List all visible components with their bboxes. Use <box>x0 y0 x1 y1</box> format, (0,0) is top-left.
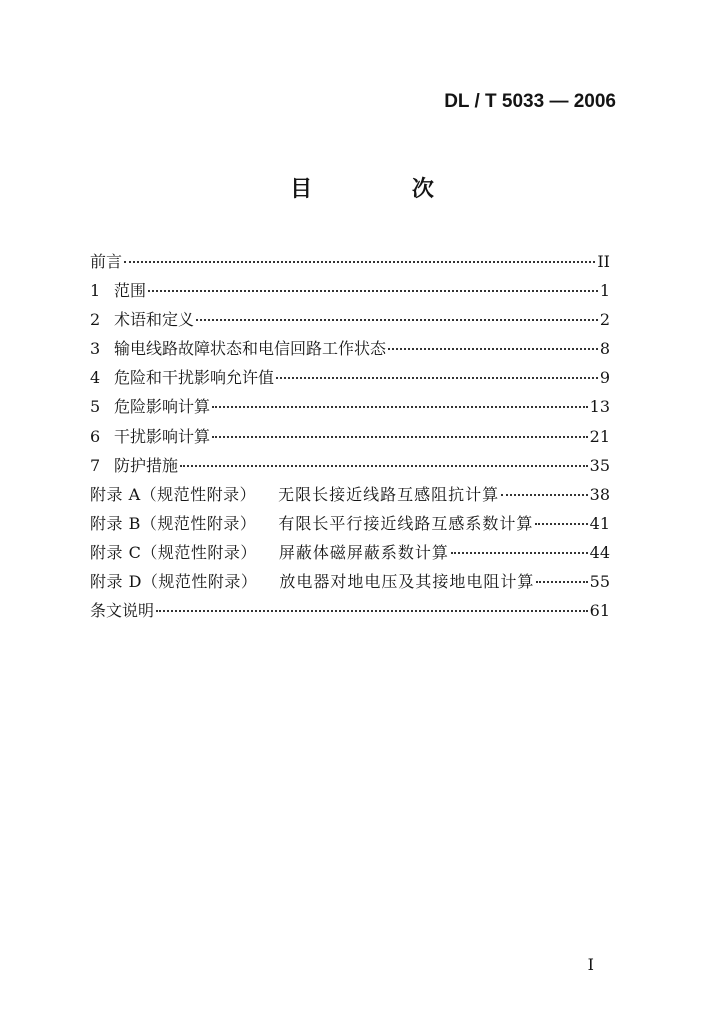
toc-entry-page: 38 <box>589 484 610 504</box>
toc-entry <box>90 305 610 334</box>
toc-entry-number: 2 <box>90 310 101 330</box>
toc-entry-label: 附录 C（规范性附录） <box>90 542 257 562</box>
dot-leader <box>180 465 588 467</box>
standard-code: DL / T 5033 — 2006 <box>444 91 616 112</box>
toc-entry <box>90 247 610 276</box>
toc-entry-label: 危险和干扰影响允许值 <box>114 368 275 388</box>
dot-leader <box>501 494 587 496</box>
toc-entry-label: 危险影响计算 <box>114 397 211 417</box>
page-number: I <box>587 955 594 974</box>
toc-entry-number: 7 <box>90 455 101 475</box>
toc-entry <box>90 392 610 421</box>
toc-entry-page: 2 <box>599 310 610 330</box>
toc-entry-page: 1 <box>599 281 610 301</box>
toc-entry-number: 3 <box>90 339 101 359</box>
dot-leader <box>535 523 587 525</box>
toc-entry-label: 术语和定义 <box>114 310 195 330</box>
toc-entry-label: 附录 D（规范性附录） <box>90 572 258 592</box>
toc-entry-number: 1 <box>90 281 101 301</box>
page-title: 目 次 <box>290 177 480 202</box>
toc-entry-page: 13 <box>589 397 610 417</box>
toc-entry <box>90 596 610 625</box>
toc-entry <box>90 538 610 567</box>
toc-entry-description: 有限长平行接近线路互感系数计算 <box>278 513 534 533</box>
toc-entry-page: 9 <box>599 368 610 388</box>
toc-entry-label: 范围 <box>114 281 147 301</box>
toc-entry <box>90 509 610 538</box>
dot-leader <box>451 552 588 554</box>
toc-entry <box>90 422 610 451</box>
toc-entry <box>90 451 610 480</box>
dot-leader <box>276 377 598 379</box>
table-of-contents <box>90 247 610 625</box>
toc-entry-page: 41 <box>589 513 610 533</box>
toc-entry-page: 21 <box>589 426 610 446</box>
dot-leader <box>212 406 588 408</box>
toc-entry-label: 防护措施 <box>114 455 179 475</box>
toc-entry-page: 44 <box>589 542 610 562</box>
toc-entry-page: 35 <box>589 455 610 475</box>
toc-entry <box>90 363 610 392</box>
toc-entry-description: 无限长接近线路互感阻抗计算 <box>278 484 500 504</box>
toc-entry-page: 61 <box>589 601 610 621</box>
toc-entry <box>90 276 610 305</box>
toc-entry-label: 附录 B（规范性附录） <box>90 513 257 533</box>
toc-entry-number: 5 <box>90 397 101 417</box>
toc-entry-page: 55 <box>589 572 610 592</box>
toc-entry-label: 条文说明 <box>90 601 155 621</box>
toc-entry-label: 前言 <box>90 252 123 271</box>
dot-leader <box>536 581 587 583</box>
toc-entry-label: 输电线路故障状态和电信回路工作状态 <box>114 339 387 359</box>
dot-leader <box>388 348 598 350</box>
toc-entry-page: II <box>597 252 610 271</box>
toc-entry <box>90 480 610 509</box>
toc-entry-label: 附录 A（规范性附录） <box>90 484 257 504</box>
toc-entry-description: 放电器对地电压及其接地电阻计算 <box>279 572 535 592</box>
toc-entry-number: 6 <box>90 426 101 446</box>
toc-entry <box>90 334 610 363</box>
toc-entry <box>90 567 610 596</box>
dot-leader <box>148 290 598 292</box>
dot-leader <box>124 261 595 263</box>
dot-leader <box>156 610 588 612</box>
toc-entry-label: 干扰影响计算 <box>114 426 211 446</box>
dot-leader <box>196 319 598 321</box>
toc-entry-number: 4 <box>90 368 101 388</box>
toc-entry-description: 屏蔽体磁屏蔽系数计算 <box>278 542 449 562</box>
dot-leader <box>212 436 588 438</box>
toc-entry-page: 8 <box>599 339 610 359</box>
